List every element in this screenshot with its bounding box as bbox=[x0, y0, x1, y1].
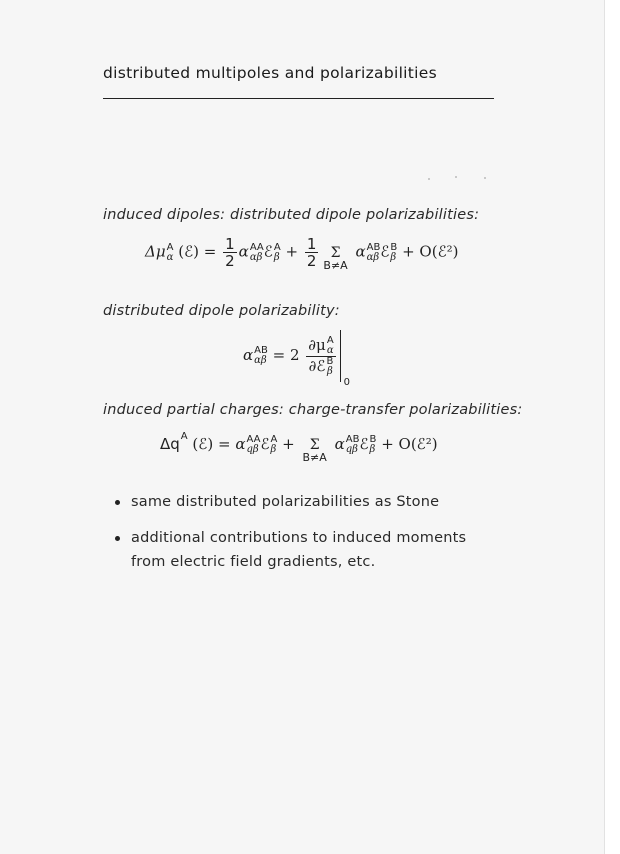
eq1-lhs-arg: (ℰ) = bbox=[178, 242, 217, 261]
eq2-num: ∂μ bbox=[308, 335, 326, 354]
eq3-term1-field-sub: β bbox=[270, 444, 277, 455]
eq1-frac2-den: 2 bbox=[306, 252, 317, 270]
eq1-lhs: Δμ bbox=[145, 242, 166, 261]
eq3-lhs-arg: (ℰ) = bbox=[192, 435, 231, 453]
eq1-term1-field-sup: A bbox=[273, 241, 281, 253]
eq2-lhs-scripts bbox=[254, 346, 268, 366]
eq3-term2-sup: AB bbox=[345, 434, 360, 445]
eq3-term1-sup: AA bbox=[246, 434, 261, 445]
eq1-term2-sup: AB bbox=[366, 241, 381, 253]
eq2-lhs: α bbox=[243, 346, 254, 364]
eq1-half-2 bbox=[305, 236, 319, 269]
title-underline bbox=[103, 98, 494, 99]
eq1-term1-sup: AA bbox=[249, 241, 264, 253]
eq1-term2-scripts bbox=[367, 243, 381, 263]
eq3-plus: + bbox=[282, 435, 295, 453]
eq1-term2-sub: αβ bbox=[366, 251, 380, 263]
eq1-frac2-num: 1 bbox=[306, 235, 317, 253]
bullet-item bbox=[115, 490, 500, 514]
eq3-term2-field-scripts bbox=[370, 435, 377, 455]
eq1-term2-field-sub: β bbox=[390, 251, 397, 263]
eq1-lhs-sub: α bbox=[166, 251, 174, 263]
eq1-term2-field: ℰ bbox=[380, 242, 390, 261]
bullet-dot-icon bbox=[115, 500, 120, 505]
eq2-num-sub: α bbox=[326, 344, 334, 356]
eq2-evaluation-bar bbox=[340, 330, 351, 388]
eq3-term1-field: ℰ bbox=[260, 435, 270, 453]
eq1-sum bbox=[323, 246, 347, 272]
eq3-term1-sub: qβ bbox=[246, 444, 259, 455]
eq3-sum bbox=[303, 438, 327, 464]
eq2-equals: = 2 bbox=[272, 346, 300, 364]
bullet-text: additional contributions to induced moments from electric field gradients, etc. bbox=[131, 530, 467, 570]
eq1-frac-num: 1 bbox=[225, 235, 235, 253]
eq3-tail: + O(ℰ²) bbox=[381, 435, 438, 453]
equation-induced-charge bbox=[160, 431, 438, 464]
eq2-derivative-num bbox=[306, 336, 335, 357]
eq2-derivative-den bbox=[306, 357, 335, 377]
eq3-sum-symbol: Σ bbox=[309, 437, 320, 453]
scan-speck bbox=[455, 176, 457, 178]
eq3-term2-symbol: α bbox=[334, 435, 345, 453]
eq1-sum-index: B≠A bbox=[323, 258, 348, 272]
eq2-derivative bbox=[306, 336, 335, 377]
eq1-term1-scripts bbox=[250, 243, 264, 263]
eq3-sum-index: B≠A bbox=[302, 451, 327, 464]
eq1-term2-field-sup: B bbox=[390, 241, 398, 253]
eq2-num-scripts bbox=[327, 336, 334, 356]
eq1-term2-field-scripts bbox=[390, 243, 397, 263]
bullet-item bbox=[115, 526, 500, 574]
bullet-list bbox=[115, 490, 500, 586]
bullet-dot-icon bbox=[115, 536, 120, 541]
eq3-term1-field-scripts bbox=[271, 435, 278, 455]
eq3-term1-field-sup: A bbox=[270, 434, 278, 445]
equation-polarizability bbox=[243, 330, 351, 388]
eq1-term2-symbol: α bbox=[355, 242, 366, 261]
eq2-den-scripts bbox=[326, 357, 333, 377]
eq2-num-sup: A bbox=[326, 334, 334, 346]
eq2-den: ∂ℰ bbox=[308, 356, 326, 375]
caption-dipole-polarizability: distributed dipole polarizability: bbox=[103, 303, 340, 319]
eq3-term2-field: ℰ bbox=[359, 435, 369, 453]
slide-title: distributed multipoles and polarizabilities bbox=[103, 64, 437, 82]
eq3-term1-symbol: α bbox=[235, 435, 246, 453]
eq1-term1-sub: αβ bbox=[249, 251, 263, 263]
eq3-term1-scripts bbox=[246, 435, 260, 455]
eq1-term1-field-sub: β bbox=[273, 251, 280, 263]
eq1-plus: + bbox=[285, 242, 299, 261]
bullet-text: same distributed polarizabilities as Stone bbox=[131, 494, 440, 510]
eq2-den-sub: β bbox=[327, 365, 333, 377]
caption-induced-charges: induced partial charges: charge-transfer polarizabilities: bbox=[103, 402, 523, 418]
eq2-lhs-sub: αβ bbox=[254, 355, 267, 366]
eq1-term1-field: ℰ bbox=[263, 242, 273, 261]
eq1-term1-symbol: α bbox=[238, 242, 249, 261]
eq1-term1-field-scripts bbox=[274, 243, 281, 263]
eq1-lhs-scripts bbox=[167, 243, 174, 263]
eq1-lhs-sup: A bbox=[166, 241, 174, 253]
eq2-den-sup: B bbox=[326, 355, 334, 367]
eq1-tail: + O(ℰ²) bbox=[402, 242, 459, 261]
eq2-lhs-sup: AB bbox=[254, 345, 268, 356]
eq3-term2-field-sup: B bbox=[369, 434, 377, 445]
eq1-half-1 bbox=[223, 236, 237, 269]
eq2-eval-point: 0 bbox=[343, 377, 351, 388]
eq3-term2-field-sub: β bbox=[369, 444, 376, 455]
eq3-lhs-sup: A bbox=[180, 431, 188, 442]
caption-induced-dipoles: induced dipoles: distributed dipole polarizabilities: bbox=[103, 207, 480, 223]
scan-speck bbox=[428, 178, 430, 180]
scan-speck bbox=[484, 177, 486, 179]
eq3-lhs-scripts bbox=[181, 432, 188, 442]
eq3-term2-scripts bbox=[346, 435, 360, 455]
eq1-sum-symbol: Σ bbox=[330, 244, 341, 261]
eq3-lhs: Δq bbox=[160, 435, 180, 453]
equation-induced-dipole bbox=[145, 235, 459, 272]
eq1-frac-den: 2 bbox=[225, 252, 235, 270]
eq3-term2-sub: qβ bbox=[345, 444, 358, 455]
